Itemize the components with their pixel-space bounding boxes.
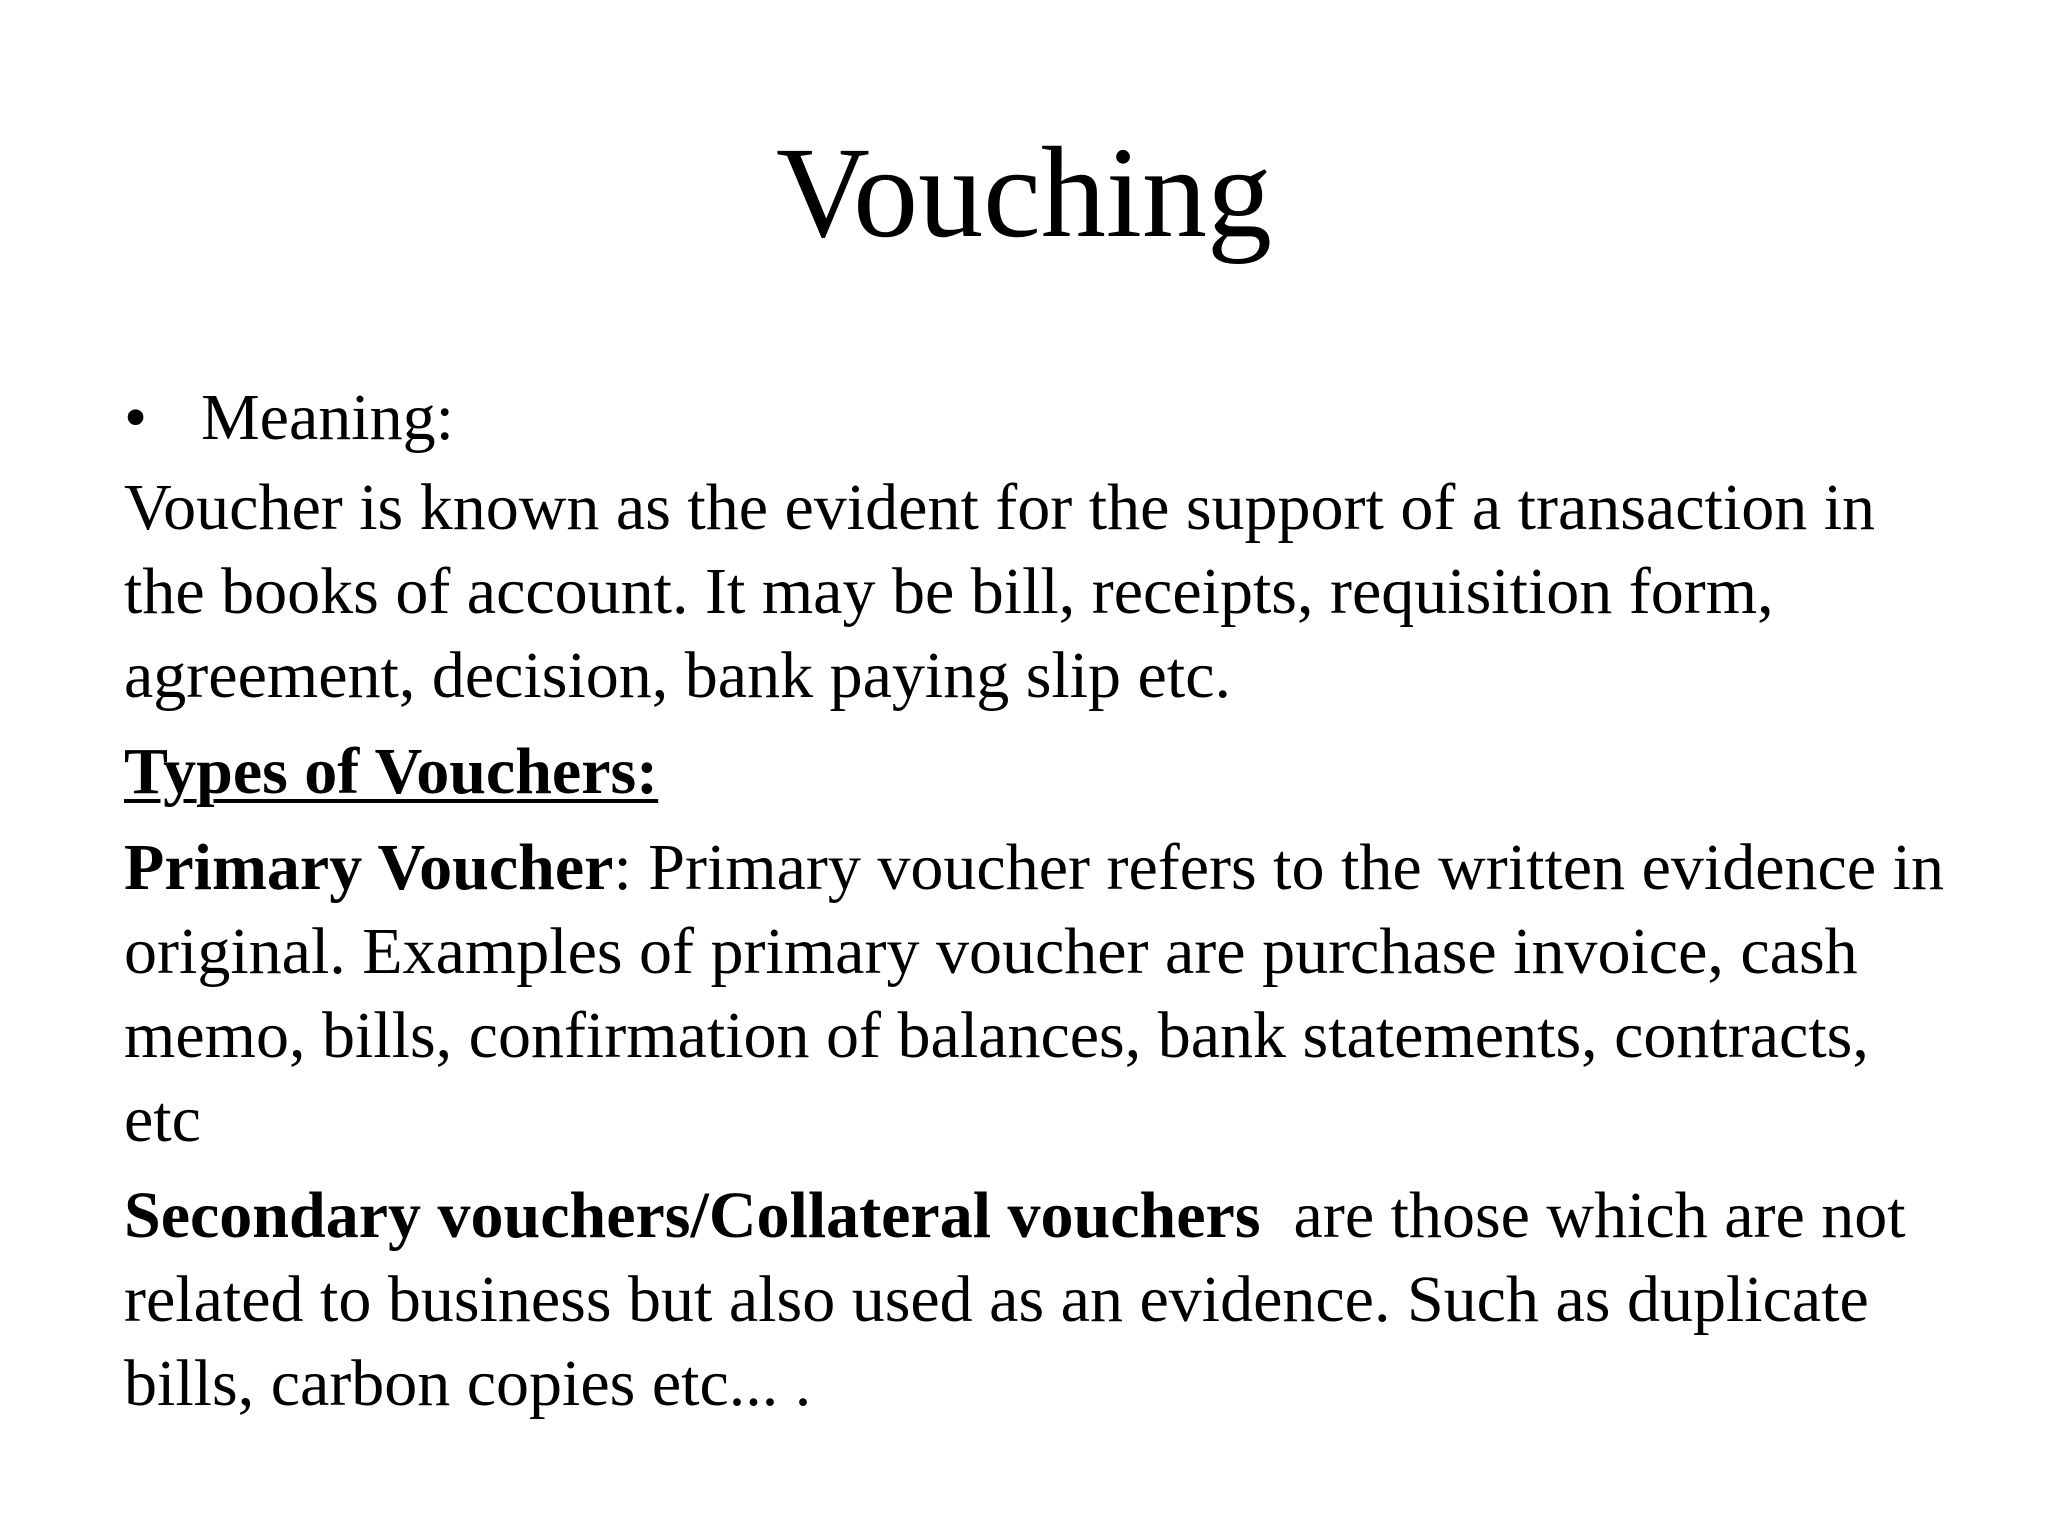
slide-title: Vouching [776,121,1272,265]
bullet-item-meaning [124,376,1944,460]
types-heading [124,730,1944,814]
primary-voucher-paragraph [124,826,1944,1162]
slide-body [124,376,1944,1438]
secondary-voucher-paragraph [124,1174,1944,1426]
bullet-marker: • [124,381,148,454]
meaning-paragraph: Voucher is known as the evident for the support of a transaction in the books of account. It may be bill, receipts, requisition form, agreement, decision, bank paying slip etc. [124,471,1876,712]
secondary-voucher-text: are those which are not related to business but also used as an evidence. Such as duplicate bills, carbon copies etc... . [124,1179,1923,1420]
bullet-label: Meaning: [201,381,454,454]
primary-voucher-term: Primary Voucher [124,831,614,904]
primary-voucher-text: : Primary voucher refers to the written evidence in original. Examples of primary voucher are purchase invoice, cash memo, bills, confirmation of balances, bank statements, contracts, etc [124,831,1944,1156]
types-heading-text: Types of Vouchers: [124,735,659,808]
secondary-voucher-term: Secondary vouchers/Collateral vouchers [124,1179,1261,1252]
